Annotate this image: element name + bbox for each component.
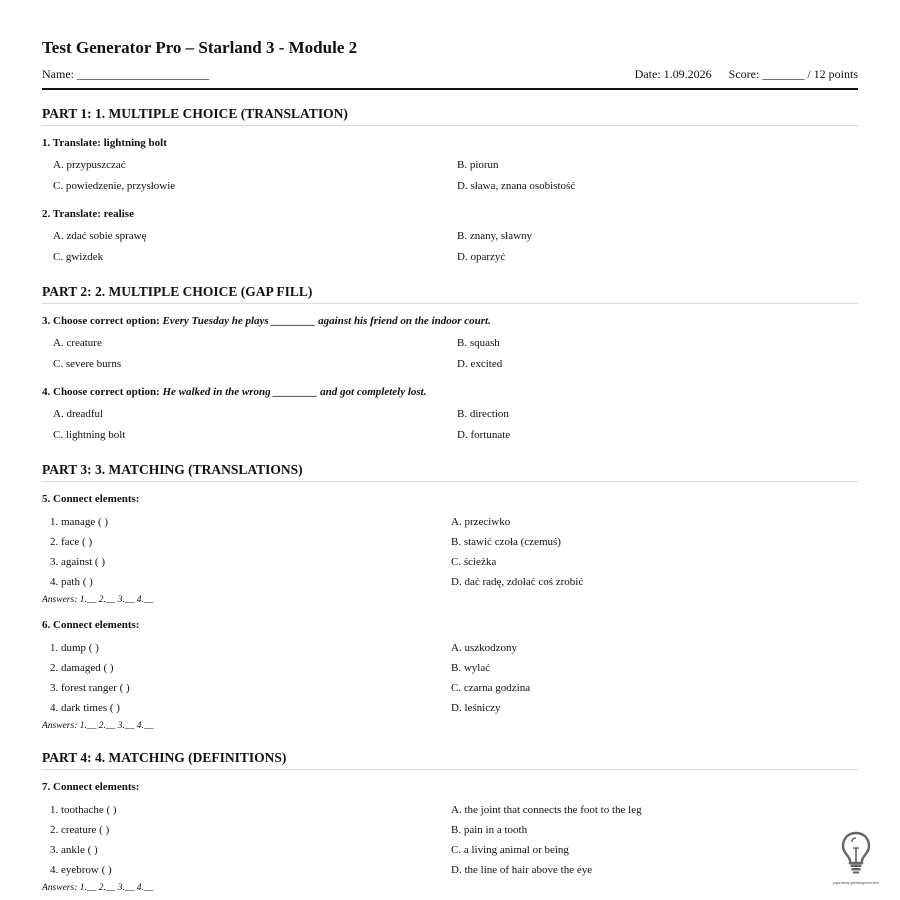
- option-b: B. piorun: [457, 159, 499, 171]
- lightbulb-logo-icon: [840, 830, 872, 874]
- question-7-matching: [42, 800, 858, 880]
- match-right-item: C. czarna godzina: [451, 682, 531, 694]
- match-left-item: 2. creature ( ): [50, 824, 110, 836]
- question-1-options: [42, 155, 858, 197]
- option-d: D. oparzyć: [457, 251, 506, 263]
- option-d: D. excited: [457, 358, 503, 370]
- part-3-title: PART 3: 3. MATCHING (TRANSLATIONS): [42, 462, 858, 482]
- match-left-item: 3. against ( ): [50, 556, 105, 568]
- match-left-item: 3. forest ranger ( ): [50, 682, 130, 694]
- match-left-item: 4. eyebrow ( ): [50, 864, 112, 876]
- option-d: D. sława, znana osobistość: [457, 180, 576, 192]
- question-1-prompt: 1. Translate: lightning bolt: [42, 137, 167, 149]
- question-4-prompt: [42, 384, 858, 400]
- match-right-item: D. leśniczy: [451, 702, 501, 714]
- brand-text: paprotnangielskigrzechem: [832, 880, 880, 885]
- question-3-options: [42, 333, 858, 375]
- question-4-label: 4. Choose correct option:: [42, 386, 160, 398]
- option-a: A. dreadful: [53, 408, 104, 420]
- option-d: D. fortunate: [457, 429, 511, 441]
- match-left-item: 4. path ( ): [50, 576, 93, 588]
- match-left-item: 2. face ( ): [50, 536, 93, 548]
- match-right-item: D. the line of hair above the eye: [451, 864, 593, 876]
- part-1-title: PART 1: 1. MULTIPLE CHOICE (TRANSLATION): [42, 106, 858, 126]
- option-b: B. znany, sławny: [457, 230, 533, 242]
- match-right-item: C. a living animal or being: [451, 844, 569, 856]
- question-5-matching: [42, 512, 858, 592]
- question-6-matching: [42, 638, 858, 718]
- header-meta: [42, 67, 858, 90]
- question-7-prompt: 7. Connect elements:: [42, 781, 140, 793]
- brand-logo: [828, 830, 884, 885]
- question-5-prompt: 5. Connect elements:: [42, 493, 140, 505]
- option-c: C. severe burns: [53, 358, 122, 370]
- date-label: Date: 1.09.2026: [634, 67, 712, 81]
- option-a: A. zdać sobie sprawę: [53, 230, 147, 242]
- part-2-title: PART 2: 2. MULTIPLE CHOICE (GAP FILL): [42, 284, 858, 304]
- question-2-options: [42, 226, 858, 268]
- option-b: B. direction: [457, 408, 509, 420]
- match-right-item: A. uszkodzony: [451, 642, 517, 654]
- option-c: C. lightning bolt: [53, 429, 126, 441]
- question-5-answers: Answers: 1.__ 2.__ 3.__ 4.__: [42, 595, 154, 605]
- question-3-label: 3. Choose correct option:: [42, 315, 160, 327]
- score-label: Score: _______ / 12 points: [728, 67, 858, 81]
- match-left-item: 1. dump ( ): [50, 642, 99, 654]
- match-left-item: 1. manage ( ): [50, 516, 109, 528]
- question-2-prompt: 2. Translate: realise: [42, 208, 134, 220]
- question-4-options: [42, 404, 858, 446]
- question-4-sentence: He walked in the wrong ________ and got completely lost.: [162, 386, 427, 398]
- question-3-prompt: [42, 313, 858, 329]
- match-left-item: 3. ankle ( ): [50, 844, 98, 856]
- question-6-prompt: 6. Connect elements:: [42, 619, 140, 631]
- match-right-item: B. pain in a tooth: [451, 824, 528, 836]
- match-right-item: D. dać radę, zdołać coś zrobić: [451, 576, 584, 588]
- name-label: Name: ______________________: [42, 67, 209, 81]
- match-left-item: 1. toothache ( ): [50, 804, 117, 816]
- option-a: A. przypuszczać: [53, 159, 126, 171]
- match-right-item: B. stawić czoła (czemuś): [451, 536, 561, 548]
- date-score: [621, 67, 858, 82]
- match-right-item: B. wylać: [451, 662, 491, 674]
- question-3-sentence: Every Tuesday he plays ________ against his friend on the indoor court.: [162, 315, 491, 327]
- option-c: C. gwizdek: [53, 251, 104, 263]
- match-right-item: A. the joint that connects the foot to the leg: [451, 804, 642, 816]
- match-left-item: 2. damaged ( ): [50, 662, 114, 674]
- match-left-item: 4. dark times ( ): [50, 702, 120, 714]
- worksheet: [42, 36, 858, 896]
- option-c: C. powiedzenie, przysłowie: [53, 180, 176, 192]
- match-right-item: A. przeciwko: [451, 516, 511, 528]
- page-title: Test Generator Pro – Starland 3 - Module 2: [42, 38, 358, 57]
- question-7-answers: Answers: 1.__ 2.__ 3.__ 4.__: [42, 883, 154, 893]
- option-a: A. creature: [53, 337, 102, 349]
- option-b: B. squash: [457, 337, 500, 349]
- part-4-title: PART 4: 4. MATCHING (DEFINITIONS): [42, 750, 858, 770]
- question-6-answers: Answers: 1.__ 2.__ 3.__ 4.__: [42, 721, 154, 731]
- match-right-item: C. ścieżka: [451, 556, 497, 568]
